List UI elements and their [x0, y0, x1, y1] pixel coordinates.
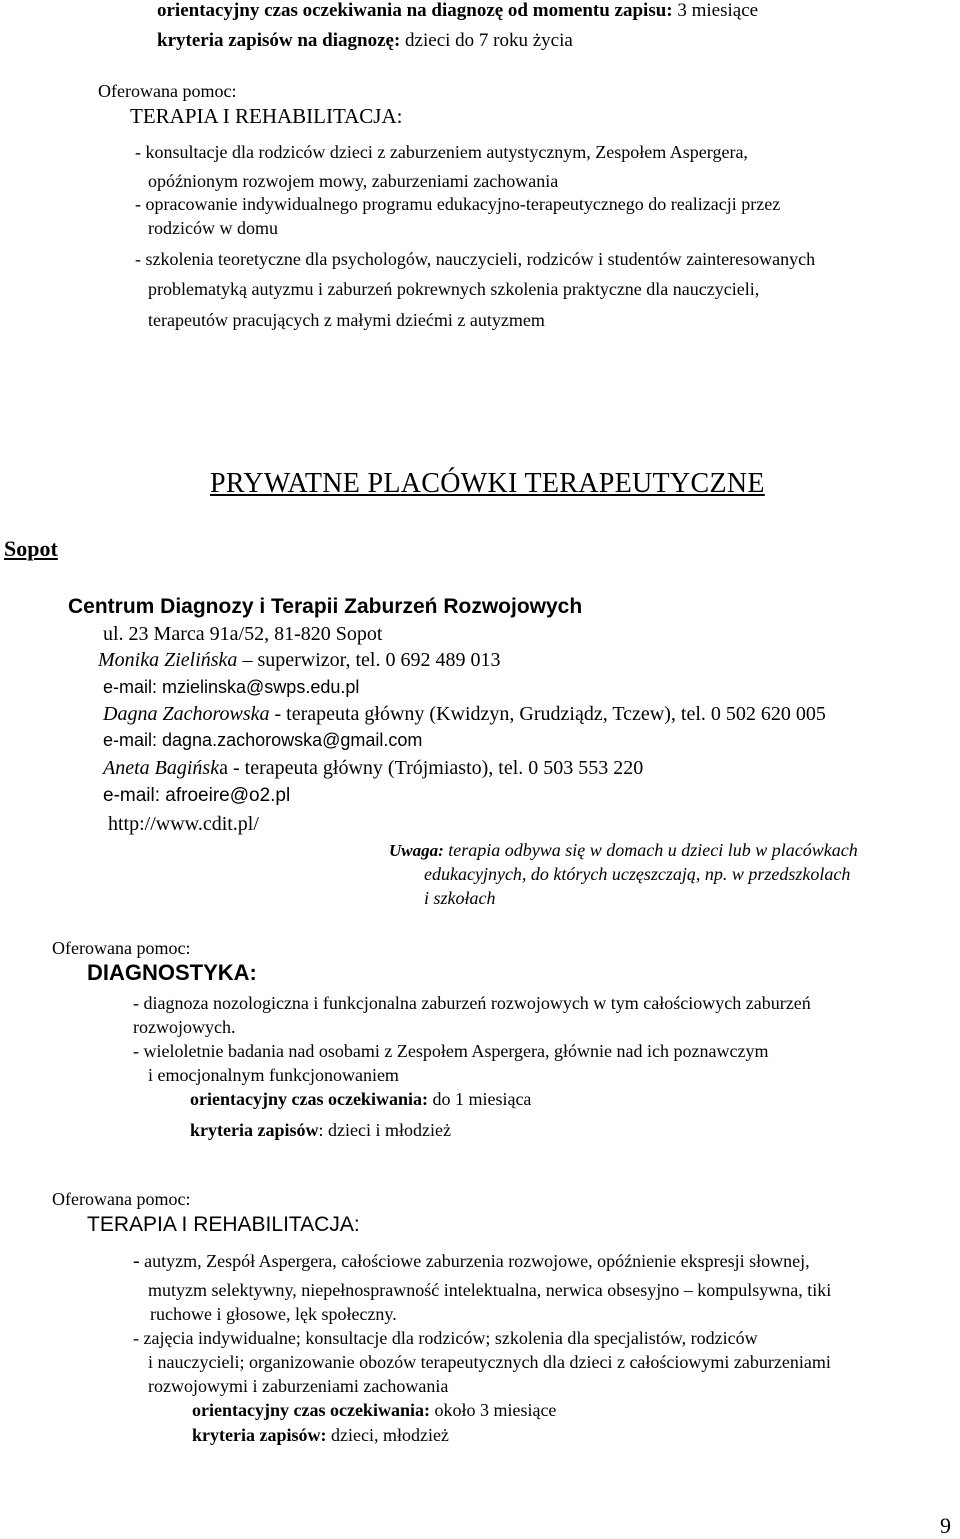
- criteria-value: dzieci, młodzież: [326, 1425, 449, 1445]
- city-heading: Sopot: [4, 536, 58, 561]
- wait-time-line: [157, 1, 758, 20]
- therapy-criteria-line: [192, 1426, 449, 1444]
- diagnostics-line: i emocjonalnym funkcjonowaniem: [148, 1065, 399, 1085]
- therapy-line: problematyką autyzmu i zaburzeń pokrewnych szkolenia praktyczne dla nauczycieli,: [148, 279, 760, 299]
- person-name: Monika Zielińska: [98, 649, 238, 671]
- person-role: – superwizor, tel. 0 692 489 013: [237, 649, 501, 671]
- therapy-line: i nauczycieli; organizowanie obozów terapeutycznych dla dzieci z całościowymi zaburzeniami: [148, 1352, 831, 1372]
- section-title: PRYWATNE PLACÓWKI TERAPEUTYCZNE: [210, 468, 765, 499]
- center-name: Centrum Diagnozy i Terapii Zaburzeń Rozwojowych: [68, 595, 583, 618]
- website-link[interactable]: http://www.cdit.pl/: [108, 813, 259, 835]
- diagnostics-heading: DIAGNOSTYKA:: [87, 960, 257, 985]
- email-3: e-mail: afroeire@o2.pl: [103, 785, 291, 806]
- contact-person-2: [103, 704, 826, 724]
- contact-person-3: [103, 758, 643, 778]
- note-label: Uwaga:: [389, 841, 444, 860]
- diagnostics-line: rozwojowych.: [133, 1017, 236, 1037]
- therapy-line: - opracowanie indywidualnego programu edukacyjno-terapeutycznego do realizacji przez: [135, 194, 781, 214]
- therapy-line: terapeutów pracujących z małymi dziećmi z autyzmem: [148, 310, 545, 330]
- person-name: Dagna Zachorowska: [103, 703, 270, 725]
- therapy-line: - autyzm, Zespół Aspergera, całościowe zaburzenia rozwojowe, opóźnienie ekspresji słownej,: [133, 1250, 810, 1272]
- contact-person-1: [98, 650, 500, 670]
- therapy-line: - zajęcia indywidualne; konsultacje dla rodziców; szkolenia dla specjalistów, rodziców: [133, 1328, 758, 1348]
- therapy-line: rodziców w domu: [148, 218, 278, 238]
- offered-help-label: Oferowana pomoc:: [52, 1189, 191, 1209]
- wait-time-value: około 3 miesiące: [429, 1400, 557, 1420]
- person-role: a - terapeuta główny (Trójmiasto), tel. 0 503 553 220: [219, 757, 644, 779]
- email-1: e-mail: mzielinska@swps.edu.pl: [103, 677, 360, 697]
- criteria-value: : dzieci i młodzież: [318, 1120, 451, 1140]
- wait-time-label: orientacyjny czas oczekiwania:: [190, 1089, 428, 1109]
- criteria-label: kryteria zapisów na diagnozę:: [157, 30, 401, 51]
- therapy-line: ruchowe i głosowe, lęk społeczny.: [150, 1304, 397, 1324]
- therapy-line: rozwojowymi i zaburzeniami zachowania: [148, 1376, 449, 1396]
- criteria-label: kryteria zapisów: [190, 1120, 319, 1140]
- therapy-heading: TERAPIA I REHABILITACJA:: [87, 1213, 360, 1236]
- person-role: - terapeuta główny (Kwidzyn, Grudziądz, Tczew), tel. 0 502 620 005: [269, 703, 826, 725]
- offered-help-label: Oferowana pomoc:: [52, 938, 191, 958]
- diagnostics-wait-line: [190, 1090, 531, 1108]
- therapy-line: - konsultacje dla rodziców dzieci z zaburzeniem autystycznym, Zespołem Aspergera,: [135, 142, 748, 162]
- diagnostics-line: - wieloletnie badania nad osobami z Zespołem Aspergera, głównie nad ich poznawczym: [133, 1041, 769, 1061]
- therapy-heading: TERAPIA I REHABILITACJA:: [130, 104, 403, 128]
- therapy-line: mutyzm selektywny, niepełnosprawność intelektualna, nerwica obsesyjno – kompulsywna, tiki: [148, 1280, 832, 1300]
- email-2: e-mail: dagna.zachorowska@gmail.com: [103, 730, 423, 750]
- wait-time-label: orientacyjny czas oczekiwania:: [192, 1400, 430, 1420]
- wait-time-label: orientacyjny czas oczekiwania na diagnozę od momentu zapisu:: [157, 0, 673, 21]
- diagnostics-criteria-line: [190, 1121, 451, 1139]
- note-line: edukacyjnych, do których uczęszczają, np. w przedszkolach: [424, 864, 851, 884]
- person-name: Aneta Bagińsk: [103, 757, 220, 779]
- wait-time-value: do 1 miesiąca: [427, 1089, 532, 1109]
- therapy-line: opóźnionym rozwojem mowy, zaburzeniami zachowania: [148, 171, 559, 191]
- therapy-wait-line: [192, 1401, 556, 1419]
- therapy-line-text: autyzm, Zespół Aspergera, całościowe zaburzenia rozwojowe, opóźnienie ekspresji słownej,: [139, 1251, 810, 1271]
- diagnostics-line: - diagnoza nozologiczna i funkcjonalna zaburzeń rozwojowych w tym całościowych zaburzeń: [133, 993, 811, 1013]
- criteria-label: kryteria zapisów:: [192, 1425, 327, 1445]
- note-line: i szkołach: [424, 888, 496, 908]
- criteria-value: dzieci do 7 roku życia: [400, 30, 573, 51]
- therapy-line: - szkolenia teoretyczne dla psychologów, nauczycieli, rodziców i studentów zainteresowanych: [135, 249, 816, 269]
- offered-help-label: Oferowana pomoc:: [98, 81, 237, 101]
- note-line: Uwaga: terapia odbywa się w domach u dzieci lub w placówkach: [389, 840, 858, 860]
- page-number: 9: [940, 1513, 951, 1538]
- criteria-line: [157, 31, 573, 50]
- center-address: ul. 23 Marca 91a/52, 81-820 Sopot: [103, 623, 383, 645]
- wait-time-value: 3 miesiące: [672, 0, 759, 21]
